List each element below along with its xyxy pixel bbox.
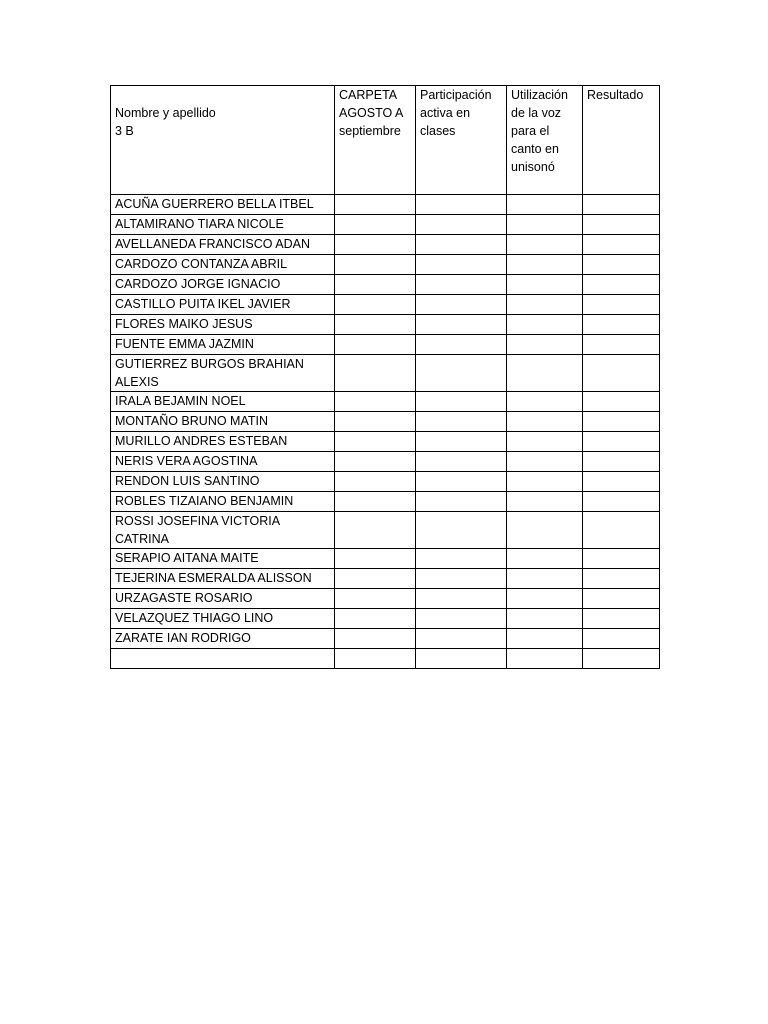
uso-voz-cell — [507, 549, 583, 569]
uso-voz-cell — [507, 452, 583, 472]
table-row — [111, 392, 660, 412]
participacion-cell — [416, 392, 507, 412]
participacion-cell — [416, 355, 507, 392]
participacion-cell — [416, 432, 507, 452]
table-row — [111, 549, 660, 569]
carpeta-cell — [335, 569, 416, 589]
table-row — [111, 432, 660, 452]
participacion-cell — [416, 452, 507, 472]
student-name-cell: URZAGASTE ROSARIO — [111, 589, 335, 609]
student-name-cell: ZARATE IAN RODRIGO — [111, 629, 335, 649]
carpeta-cell — [335, 512, 416, 549]
student-name-cell: CASTILLO PUITA IKEL JAVIER — [111, 295, 335, 315]
participacion-cell — [416, 609, 507, 629]
table-row — [111, 512, 660, 549]
uso-voz-cell — [507, 629, 583, 649]
participacion-cell — [416, 589, 507, 609]
carpeta-cell — [335, 589, 416, 609]
table-row — [111, 589, 660, 609]
carpeta-cell — [335, 629, 416, 649]
resultado-cell — [583, 412, 660, 432]
carpeta-cell — [335, 492, 416, 512]
student-name-cell: CARDOZO CONTANZA ABRIL — [111, 255, 335, 275]
student-name-cell: ALTAMIRANO TIARA NICOLE — [111, 215, 335, 235]
table-row — [111, 569, 660, 589]
carpeta-cell — [335, 295, 416, 315]
carpeta-cell — [335, 472, 416, 492]
empty-cell — [416, 649, 507, 669]
table-row — [111, 609, 660, 629]
header-resultado: Resultado — [583, 86, 660, 195]
uso-voz-cell — [507, 609, 583, 629]
student-grade-table — [110, 85, 660, 669]
carpeta-cell — [335, 255, 416, 275]
participacion-cell — [416, 275, 507, 295]
student-name-cell: AVELLANEDA FRANCISCO ADAN — [111, 235, 335, 255]
table-row — [111, 412, 660, 432]
resultado-cell — [583, 569, 660, 589]
table-row — [111, 629, 660, 649]
carpeta-cell — [335, 195, 416, 215]
resultado-cell — [583, 355, 660, 392]
table-row — [111, 235, 660, 255]
resultado-cell — [583, 432, 660, 452]
uso-voz-cell — [507, 412, 583, 432]
carpeta-cell — [335, 609, 416, 629]
uso-voz-cell — [507, 392, 583, 412]
participacion-cell — [416, 335, 507, 355]
table-row — [111, 492, 660, 512]
resultado-cell — [583, 629, 660, 649]
table-row — [111, 355, 660, 392]
student-name-cell: ROBLES TIZAIANO BENJAMIN — [111, 492, 335, 512]
carpeta-cell — [335, 392, 416, 412]
resultado-cell — [583, 549, 660, 569]
table-row — [111, 295, 660, 315]
empty-cell — [507, 649, 583, 669]
student-name-cell: FLORES MAIKO JESUS — [111, 315, 335, 335]
header-carpeta: CARPETA AGOSTO A septiembre — [335, 86, 416, 195]
participacion-cell — [416, 255, 507, 275]
student-name-cell: SERAPIO AITANA MAITE — [111, 549, 335, 569]
uso-voz-cell — [507, 472, 583, 492]
student-name-cell: IRALA BEJAMIN NOEL — [111, 392, 335, 412]
resultado-cell — [583, 255, 660, 275]
participacion-cell — [416, 235, 507, 255]
table-row — [111, 195, 660, 215]
carpeta-cell — [335, 235, 416, 255]
uso-voz-cell — [507, 235, 583, 255]
participacion-cell — [416, 295, 507, 315]
uso-voz-cell — [507, 215, 583, 235]
uso-voz-cell — [507, 569, 583, 589]
resultado-cell — [583, 492, 660, 512]
resultado-cell — [583, 609, 660, 629]
uso-voz-cell — [507, 255, 583, 275]
header-name-class: Nombre y apellido 3 B — [111, 86, 335, 195]
student-name-cell: ACUÑA GUERRERO BELLA ITBEL — [111, 195, 335, 215]
student-name-cell: GUTIERREZ BURGOS BRAHIAN ALEXIS — [111, 355, 335, 392]
resultado-cell — [583, 589, 660, 609]
student-name-cell: RENDON LUIS SANTINO — [111, 472, 335, 492]
header-uso-voz: Utilización de la voz para el canto en unisonó — [507, 86, 583, 195]
resultado-cell — [583, 452, 660, 472]
participacion-cell — [416, 472, 507, 492]
carpeta-cell — [335, 452, 416, 472]
table-row — [111, 335, 660, 355]
empty-cell — [335, 649, 416, 669]
carpeta-cell — [335, 215, 416, 235]
uso-voz-cell — [507, 355, 583, 392]
uso-voz-cell — [507, 275, 583, 295]
resultado-cell — [583, 472, 660, 492]
student-name-cell: VELAZQUEZ THIAGO LINO — [111, 609, 335, 629]
header-row — [111, 86, 660, 195]
participacion-cell — [416, 215, 507, 235]
uso-voz-cell — [507, 589, 583, 609]
student-name-cell: NERIS VERA AGOSTINA — [111, 452, 335, 472]
table-row — [111, 275, 660, 295]
carpeta-cell — [335, 412, 416, 432]
empty-cell — [583, 649, 660, 669]
participacion-cell — [416, 629, 507, 649]
uso-voz-cell — [507, 335, 583, 355]
empty-cell — [111, 649, 335, 669]
participacion-cell — [416, 569, 507, 589]
student-name-cell: MURILLO ANDRES ESTEBAN — [111, 432, 335, 452]
uso-voz-cell — [507, 492, 583, 512]
header-participacion: Participación activa en clases — [416, 86, 507, 195]
resultado-cell — [583, 315, 660, 335]
resultado-cell — [583, 215, 660, 235]
participacion-cell — [416, 492, 507, 512]
table-row — [111, 255, 660, 275]
resultado-cell — [583, 295, 660, 315]
participacion-cell — [416, 412, 507, 432]
empty-row — [111, 649, 660, 669]
carpeta-cell — [335, 549, 416, 569]
uso-voz-cell — [507, 295, 583, 315]
table-row — [111, 452, 660, 472]
uso-voz-cell — [507, 315, 583, 335]
student-name-cell: MONTAÑO BRUNO MATIN — [111, 412, 335, 432]
resultado-cell — [583, 235, 660, 255]
student-name-cell: FUENTE EMMA JAZMIN — [111, 335, 335, 355]
student-name-cell: ROSSI JOSEFINA VICTORIA CATRINA — [111, 512, 335, 549]
uso-voz-cell — [507, 512, 583, 549]
participacion-cell — [416, 315, 507, 335]
student-name-cell: TEJERINA ESMERALDA ALISSON — [111, 569, 335, 589]
table-row — [111, 315, 660, 335]
resultado-cell — [583, 335, 660, 355]
resultado-cell — [583, 195, 660, 215]
student-name-cell: CARDOZO JORGE IGNACIO — [111, 275, 335, 295]
uso-voz-cell — [507, 432, 583, 452]
participacion-cell — [416, 512, 507, 549]
resultado-cell — [583, 392, 660, 412]
participacion-cell — [416, 195, 507, 215]
table-row — [111, 215, 660, 235]
uso-voz-cell — [507, 195, 583, 215]
carpeta-cell — [335, 432, 416, 452]
table-body — [111, 86, 660, 669]
resultado-cell — [583, 275, 660, 295]
resultado-cell — [583, 512, 660, 549]
carpeta-cell — [335, 355, 416, 392]
participacion-cell — [416, 549, 507, 569]
table-row — [111, 472, 660, 492]
carpeta-cell — [335, 275, 416, 295]
carpeta-cell — [335, 315, 416, 335]
carpeta-cell — [335, 335, 416, 355]
